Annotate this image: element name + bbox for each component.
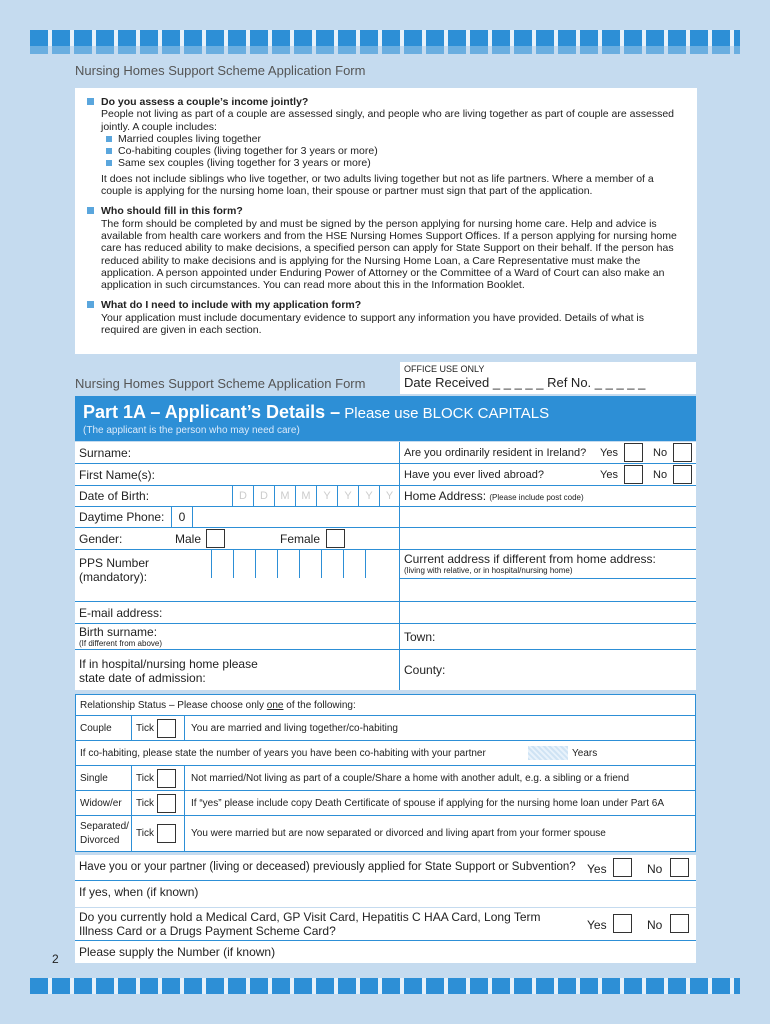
q1-body: People not living as part of a couple are assessed singly, and people who are living together as part of couple are assessed jointly. A couple includes: (101, 108, 674, 133)
hospital-admission-label: If in hospital/nursing home please state date of admission: (79, 657, 258, 685)
resident-label: Are you ordinarily resident in Ireland? (404, 447, 587, 459)
q1-item: Co-habiting couples (living together for 3 years or more) (101, 145, 685, 157)
medical-card-no-label: No (647, 918, 663, 932)
form-header-secondary: Nursing Homes Support Scheme Application Form (75, 376, 366, 391)
form-header: Nursing Homes Support Scheme Application Form (75, 63, 366, 78)
part-banner (75, 396, 696, 441)
dob-field[interactable] (75, 486, 400, 507)
dob-label: Date of Birth: (79, 489, 150, 503)
hospital-admission-field[interactable] (75, 650, 400, 690)
relationship-status-section (75, 694, 696, 852)
first-names-field[interactable] (75, 464, 400, 486)
part-title: Part 1A – Applicant’s Details – (83, 402, 341, 422)
separated-checkbox[interactable] (157, 824, 176, 843)
dob-digit[interactable]: Y (358, 486, 379, 506)
gender-field (75, 528, 400, 550)
phone-prefix: 0 (171, 507, 192, 527)
q1-item: Married couples living together (101, 133, 685, 145)
couple-row (76, 716, 695, 741)
abroad-yes-checkbox[interactable] (624, 465, 643, 484)
state-support-row (75, 855, 696, 881)
current-address-note: (living with relative, or in hospital/nursing home) (404, 566, 573, 575)
home-address-label: Home Address: (404, 489, 487, 503)
dob-digit[interactable]: M (295, 486, 316, 506)
first-names-label: First Name(s): (79, 468, 155, 482)
resident-no-checkbox[interactable] (673, 443, 692, 462)
pps-digit[interactable] (277, 550, 299, 578)
state-support-no-checkbox[interactable] (670, 858, 689, 877)
dob-digit[interactable]: Y (379, 486, 399, 506)
bottom-stripe (30, 978, 740, 994)
abroad-no-checkbox[interactable] (673, 465, 692, 484)
medical-card-yes-checkbox[interactable] (613, 914, 632, 933)
separated-row (76, 816, 695, 851)
date-received: Date Received _ _ _ _ _ Ref No. _ _ _ _ _ (404, 375, 646, 390)
pps-digit[interactable] (255, 550, 277, 578)
female-checkbox[interactable] (326, 529, 345, 548)
pps-digit[interactable] (299, 550, 321, 578)
resident-yes-label: Yes (600, 447, 618, 459)
female-label: Female (280, 532, 321, 546)
part-title-suffix: Please use BLOCK CAPITALS (340, 405, 550, 422)
home-address-field[interactable] (400, 486, 696, 507)
couple-label: Couple (80, 716, 132, 740)
dob-digit[interactable]: Y (316, 486, 337, 506)
current-address-line[interactable] (400, 579, 696, 602)
widow-description: If “yes” please include copy Death Certificate of spouse if applying for the nursing home loan under Part 6A (184, 791, 695, 815)
current-address-label: Current address if different from home address: (404, 552, 656, 566)
widow-checkbox[interactable] (157, 794, 176, 813)
bullet-icon (106, 148, 112, 154)
separated-label: Separated/ Divorced (80, 816, 132, 851)
surname-field[interactable] (75, 442, 400, 464)
couple-description: You are married and living together/co-habiting (184, 716, 695, 740)
bullet-icon (87, 207, 94, 214)
tick-label: Tick (136, 772, 154, 784)
pps-label: PPS Number (mandatory): (79, 556, 150, 584)
abroad-row (400, 464, 696, 486)
phone-digit[interactable] (192, 507, 213, 527)
abroad-no-label: No (653, 469, 668, 481)
gender-label: Gender: (79, 532, 123, 546)
q1-title: Do you assess a couple’s income jointly? (101, 96, 309, 108)
info-q1 (87, 96, 685, 197)
single-description: Not married/Not living as part of a couple/Share a home with another adult, e.g. a sibling or a friend (184, 766, 695, 790)
top-stripe (30, 30, 740, 46)
tick-label: Tick (136, 828, 154, 839)
dob-digit[interactable]: M (274, 486, 295, 506)
info-panel (75, 88, 697, 354)
q1-item: Same sex couples (living together for 3 years or more) (101, 157, 685, 169)
state-support-section (75, 855, 696, 907)
dob-digit[interactable]: D (232, 486, 253, 506)
office-use-label: OFFICE USE ONLY (404, 364, 485, 374)
applicant-details-grid (75, 442, 696, 690)
bullet-icon (106, 160, 112, 166)
single-row (76, 766, 695, 791)
info-q3 (87, 299, 685, 336)
single-label: Single (80, 766, 132, 790)
couple-tick (136, 716, 184, 740)
medical-card-yes-label: Yes (587, 918, 607, 932)
cohabiting-row (76, 741, 695, 766)
daytime-phone-label: Daytime Phone: (79, 510, 165, 524)
relationship-heading: Relationship Status – Please choose only one of the following: (76, 695, 695, 716)
q3-body: Your application must include documentary evidence to support any information you have provided. Details of what is required are given in each section. (101, 311, 645, 337)
separated-description: You were married but are now separated or divorced and living apart from your former spouse (184, 816, 695, 851)
current-address-field[interactable] (400, 550, 696, 579)
q3-title: What do I need to include with my application form? (101, 299, 362, 312)
office-use-box (400, 362, 696, 394)
male-checkbox[interactable] (206, 529, 225, 548)
state-support-no-label: No (647, 862, 663, 876)
widow-row (76, 791, 695, 816)
state-support-yes-checkbox[interactable] (613, 858, 632, 877)
pps-digit[interactable] (211, 550, 233, 578)
pps-digit[interactable] (233, 550, 255, 578)
widow-tick (136, 791, 184, 815)
years-label: Years (572, 747, 598, 759)
pps-field[interactable] (75, 550, 400, 602)
email-field[interactable] (75, 602, 400, 624)
bullet-icon (106, 136, 112, 142)
medical-card-question: Do you currently hold a Medical Card, GP Visit Card, Hepatitis C HAA Card, Long Term Illness Card or a Drugs Payment Scheme Card? (79, 910, 541, 938)
single-checkbox[interactable] (157, 769, 176, 788)
top-stripe-secondary (30, 46, 740, 54)
birth-surname-field[interactable] (75, 624, 400, 650)
dob-digit[interactable]: D (253, 486, 274, 506)
cohabiting-label: If co-habiting, please state the number of years you have been co-habiting with your partner (80, 747, 486, 759)
home-address-note: (Please include post code) (489, 493, 584, 502)
state-support-question: Have you or your partner (living or deceased) previously applied for State Support or Subvention? (79, 861, 576, 873)
tick-label: Tick (136, 722, 154, 734)
county-label: County: (404, 663, 446, 677)
info-q2 (87, 205, 685, 291)
bullet-icon (87, 98, 94, 105)
separated-tick (136, 816, 184, 851)
home-address-line[interactable] (400, 507, 696, 528)
abroad-yes-label: Yes (600, 469, 618, 481)
pps-digit[interactable] (343, 550, 365, 578)
pps-digit[interactable] (321, 550, 343, 578)
surname-label: Surname: (79, 446, 132, 460)
birth-surname-note: (If different from above) (79, 639, 162, 648)
q2-title: Who should fill in this form? (101, 205, 243, 218)
q1-note: It does not include siblings who live together, or two adults living together but not as life partners. Where a member of a couple is applying for the nursing home loan, their spouse or partner must sign that part of the application. (101, 172, 654, 198)
male-label: Male (175, 532, 202, 546)
state-support-yes-label: Yes (587, 862, 607, 876)
dob-digit[interactable]: Y (337, 486, 358, 506)
bullet-icon (87, 301, 94, 308)
county-field[interactable] (400, 650, 696, 690)
town-label: Town: (404, 630, 436, 644)
state-support-when[interactable]: If yes, when (if known) (79, 885, 199, 899)
tick-label: Tick (136, 797, 154, 809)
daytime-phone-field[interactable] (75, 507, 400, 528)
part-subtitle: (The applicant is the person who may need care) (83, 425, 300, 436)
resident-yes-checkbox[interactable] (624, 443, 643, 462)
single-tick (136, 766, 184, 790)
current-address-line[interactable] (400, 602, 696, 624)
medical-card-number[interactable]: Please supply the Number (if known) (79, 945, 276, 959)
page-number: 2 (52, 952, 59, 966)
cohabiting-years-input[interactable] (528, 741, 568, 765)
medical-card-no-checkbox[interactable] (670, 914, 689, 933)
resident-row (400, 442, 696, 464)
abroad-label: Have you ever lived abroad? (404, 469, 545, 481)
email-label: E-mail address: (79, 606, 163, 620)
home-address-line[interactable] (400, 528, 696, 550)
q2-body: The form should be completed by and must be signed by the person applying for nursing home care. Help and advice is available from health care workers and from the HSE Nursing Homes Support Offices. If a person applying for nursing home care has reduced ability to make decisions, a specified person can apply for State Support on their behalf. If the person has reduced ability to make decisions and is applying for the Nursing Home Loan, a Care Representative must make the application. A person appointed under Enduring Power of Attorney or the Committee of a Ward of Court can also make an application in such circumstances. You can read more about this in the Information Booklet. (101, 217, 677, 292)
resident-no-label: No (653, 447, 668, 459)
widow-label: Widow/er (80, 791, 132, 815)
medical-card-row (75, 908, 696, 941)
birth-surname-label: Birth surname: (79, 625, 158, 639)
town-field[interactable] (400, 624, 696, 650)
medical-card-section (75, 908, 696, 963)
pps-digit[interactable] (365, 550, 387, 578)
couple-checkbox[interactable] (157, 719, 176, 738)
